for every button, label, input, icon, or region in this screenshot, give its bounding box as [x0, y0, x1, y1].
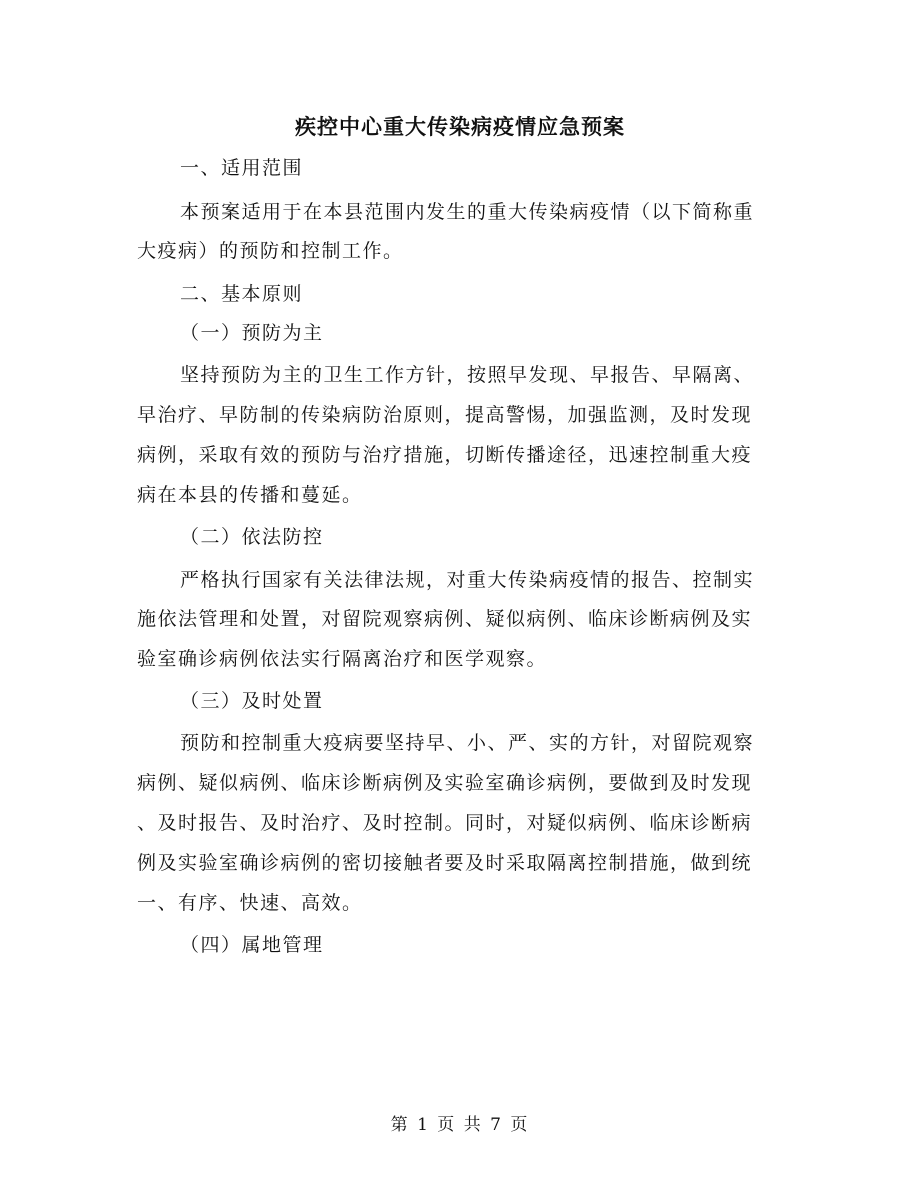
section-heading-scope: 一、适用范围 — [180, 157, 304, 179]
subsection-heading-prevention: （一）预防为主 — [180, 322, 324, 344]
subsection-heading-law: （二）依法防控 — [180, 526, 324, 548]
paragraph-line: 病例，采取有效的预防与治疗措施，切断传播途径，迅速控制重大疫 — [137, 444, 753, 466]
paragraph-line: 验室确诊病例依法实行隔离治疗和医学观察。 — [137, 648, 548, 670]
paragraph-line: 病在本县的传播和蔓延。 — [137, 484, 363, 506]
section-heading-principles: 二、基本原则 — [180, 283, 304, 305]
subsection-heading-timely: （三）及时处置 — [180, 690, 324, 712]
paragraph-line: 施依法管理和处置，对留院观察病例、疑似病例、临床诊断病例及实 — [137, 608, 753, 630]
paragraph-line: 坚持预防为主的卫生工作方针，按照早发现、早报告、早隔离、 — [180, 364, 755, 386]
paragraph-line: 预防和控制重大疫病要坚持早、小、严、实的方针，对留院观察 — [180, 732, 755, 754]
paragraph-line: 严格执行国家有关法律法规，对重大传染病疫情的报告、控制实 — [180, 569, 755, 591]
paragraph-line: 一、有序、快速、高效。 — [137, 892, 363, 914]
paragraph-line: 大疫病）的预防和控制工作。 — [137, 240, 404, 262]
paragraph-line: 本预案适用于在本县范围内发生的重大传染病疫情（以下简称重 — [180, 201, 755, 223]
paragraph-line: 例及实验室确诊病例的密切接触者要及时采取隔离控制措施，做到统 — [137, 852, 753, 874]
document-title: 疾控中心重大传染病疫情应急预案 — [295, 114, 625, 139]
paragraph-line: 早治疗、早防制的传染病防治原则，提高警惕，加强监测，及时发现 — [137, 404, 753, 426]
paragraph-line: 、及时报告、及时治疗、及时控制。同时，对疑似病例、临床诊断病 — [137, 812, 753, 834]
subsection-heading-territorial: （四）属地管理 — [180, 934, 324, 956]
paragraph-line: 病例、疑似病例、临床诊断病例及实验室确诊病例，要做到及时发现 — [137, 772, 753, 794]
page-footer: 第 1 页 共 7 页 — [390, 1115, 530, 1135]
